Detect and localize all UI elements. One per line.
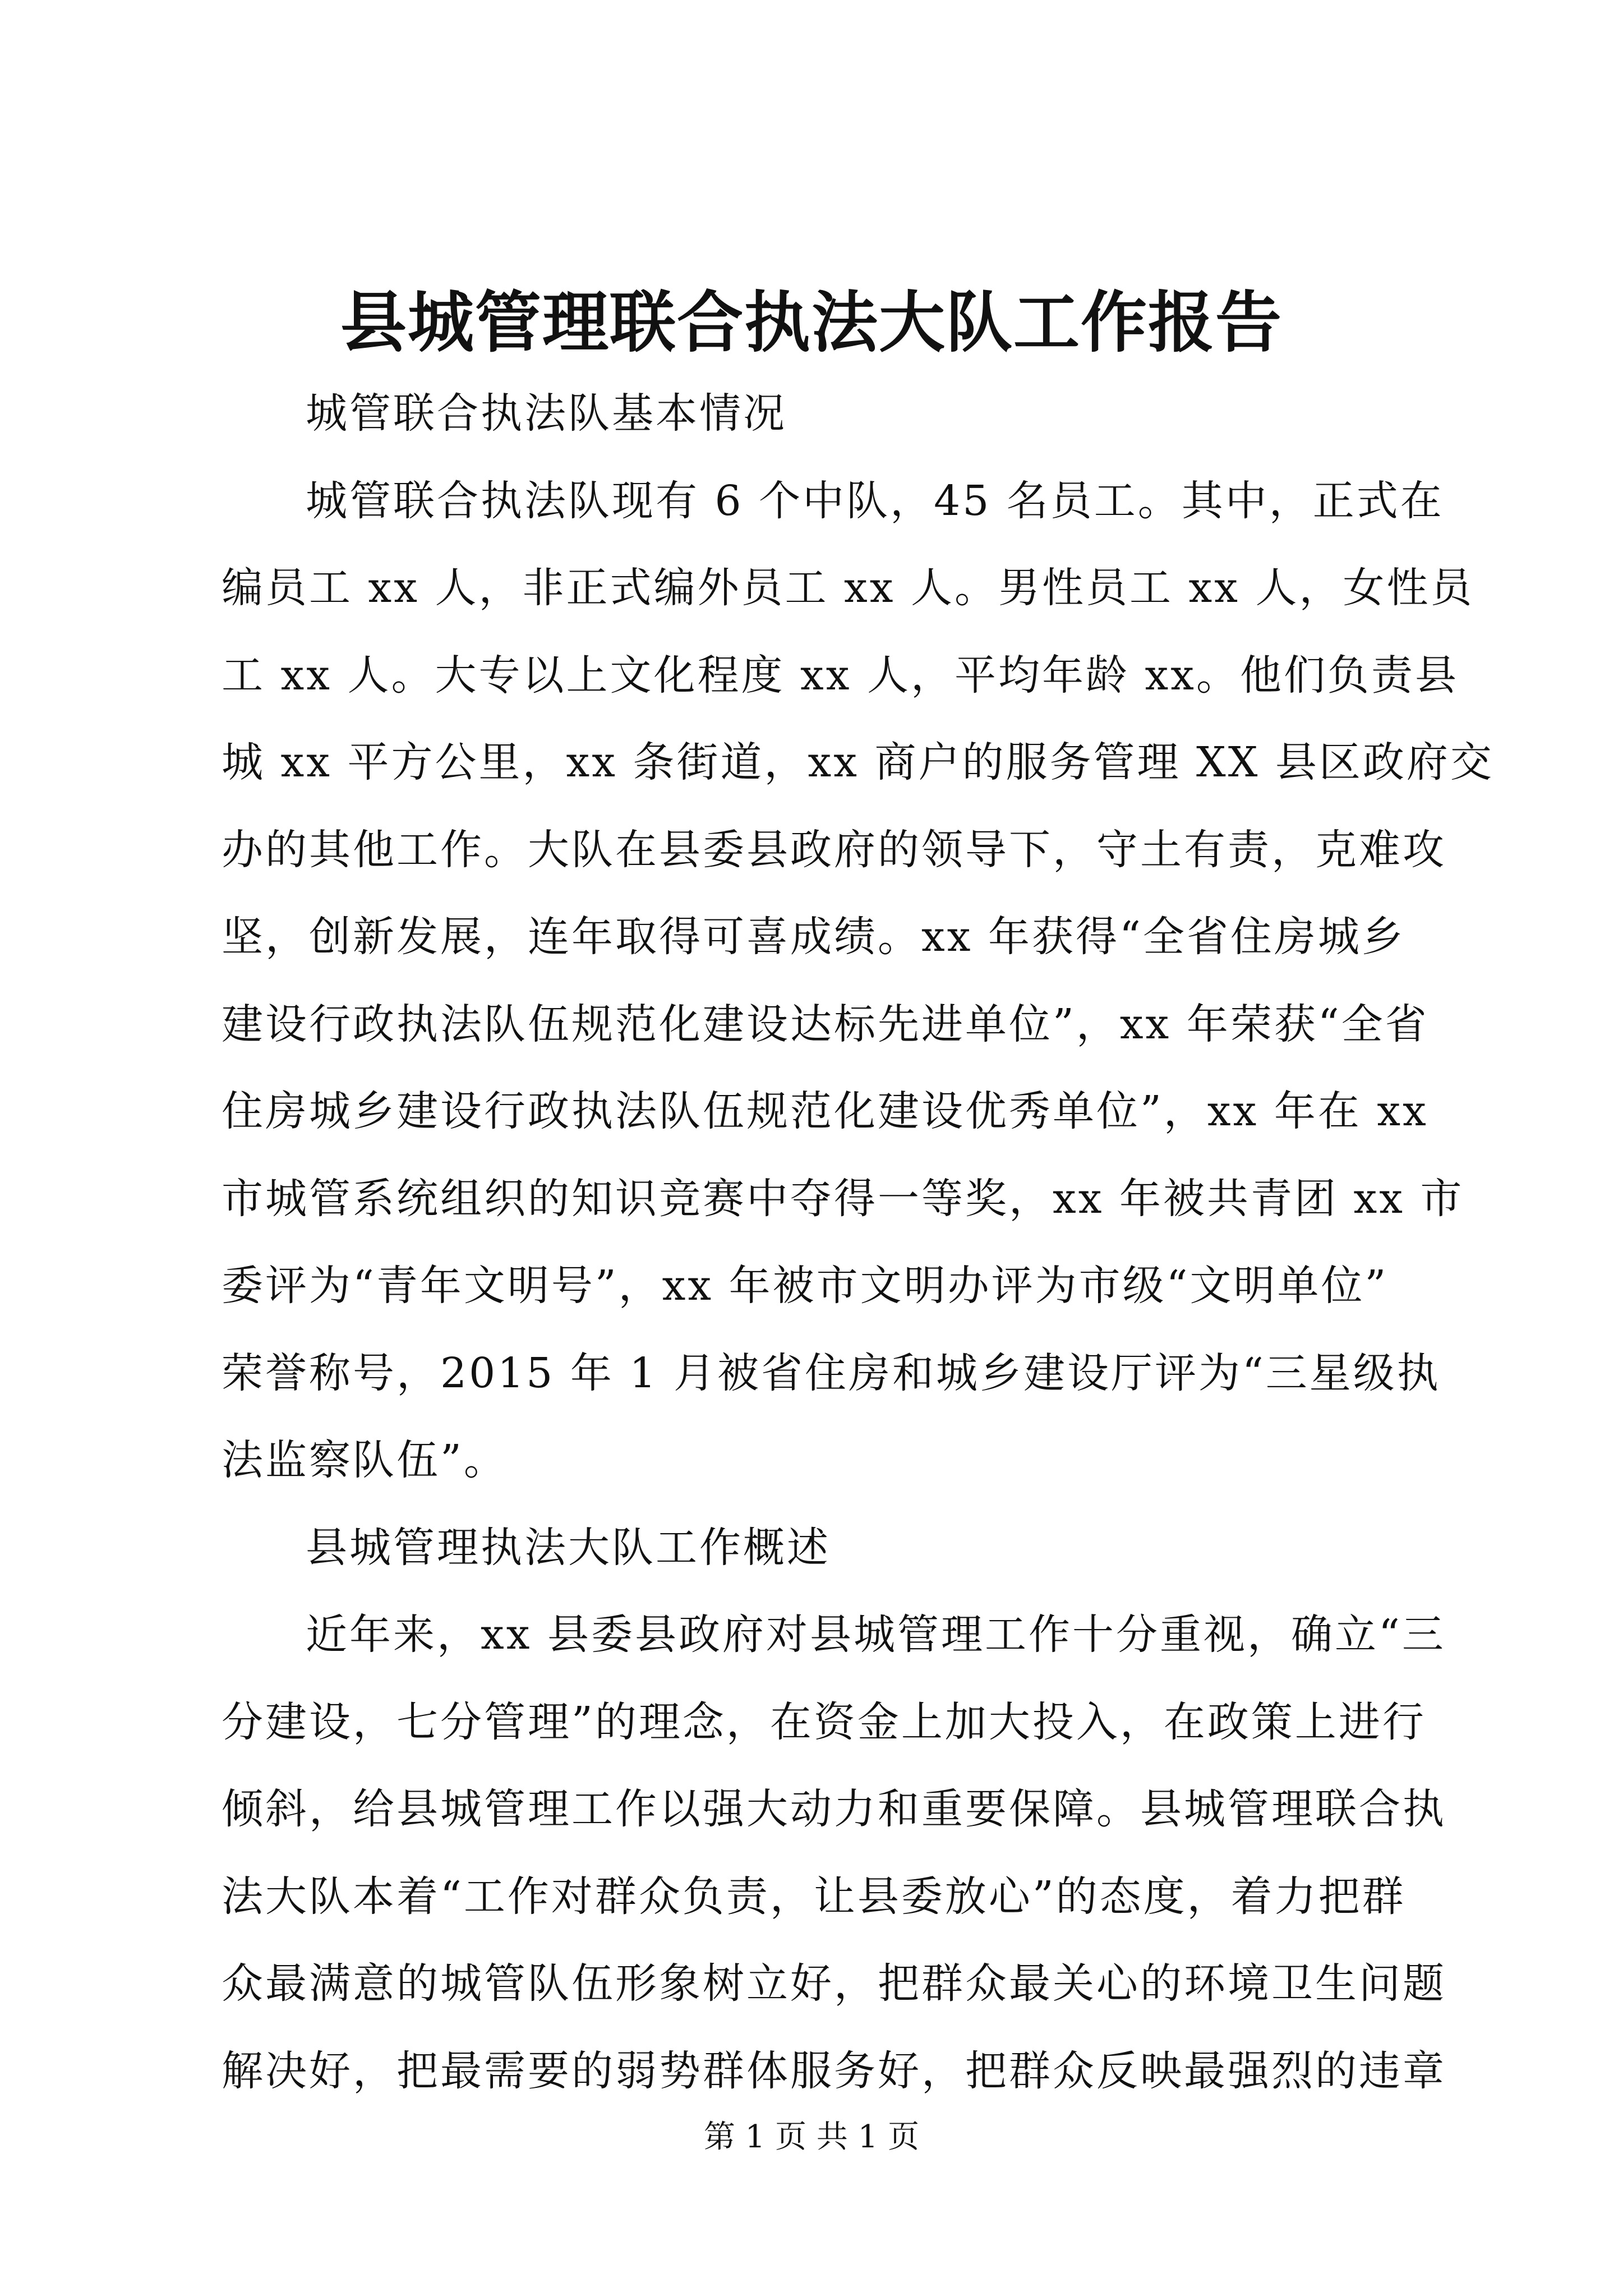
text-line: 委评为“青年文明号”，xx 年被市文明办评为市级“文明单位” bbox=[222, 1262, 1389, 1310]
text-line: 坚，创新发展，连年取得可喜成绩。xx 年获得“全省住房城乡 bbox=[222, 913, 1405, 961]
text-line: 住房城乡建设行政执法队伍规范化建设优秀单位”，xx 年在 xx bbox=[222, 1087, 1428, 1135]
text-line: 法监察队伍”。 bbox=[222, 1436, 508, 1484]
text-line: 城 xx 平方公里，xx 条街道，xx 商户的服务管理 XX 县区政府交 bbox=[222, 738, 1494, 786]
text-line: 荣誉称号，2015 年 1 月被省住房和城乡建设厅评为“三星级执 bbox=[222, 1349, 1441, 1397]
text-line: 解决好，把最需要的弱势群体服务好，把群众反映最强烈的违章 bbox=[222, 2046, 1446, 2095]
page-footer: 第 1 页 共 1 页 bbox=[703, 2119, 920, 2155]
document-title: 县城管理联合执法大队工作报告 bbox=[340, 283, 1283, 361]
text-line: 倾斜，给县城管理工作以强大动力和重要保障。县城管理联合执 bbox=[222, 1785, 1446, 1833]
text-line: 众最满意的城管队伍形象树立好，把群众最关心的环境卫生问题 bbox=[222, 1959, 1446, 2008]
text-line: 办的其他工作。大队在县委县政府的领导下，守土有责，克难攻 bbox=[222, 825, 1446, 874]
text-line: 建设行政执法队伍规范化建设达标先进单位”，xx 年荣获“全省 bbox=[222, 1000, 1429, 1048]
document-body bbox=[222, 370, 1494, 2115]
text-line: 市城管系统组织的知识竞赛中夺得一等奖，xx 年被共青团 xx 市 bbox=[222, 1174, 1464, 1223]
text-line: 近年来，xx 县委县政府对县城管理工作十分重视，确立“三 bbox=[306, 1611, 1446, 1659]
text-line: 编员工 xx 人，非正式编外员工 xx 人。男性员工 xx 人，女性员 bbox=[222, 564, 1474, 612]
text-line: 城管联合执法队现有 6 个中队，45 名员工。其中，正式在 bbox=[306, 476, 1444, 525]
text-line: 工 xx 人。大专以上文化程度 xx 人，平均年龄 xx。他们负责县 bbox=[222, 651, 1459, 700]
text-line: 县城管理执法大队工作概述 bbox=[306, 1523, 831, 1572]
text-line: 法大队本着“工作对群众负责，让县委放心”的态度，着力把群 bbox=[222, 1872, 1406, 1921]
text-line: 城管联合执法队基本情况 bbox=[306, 389, 787, 438]
text-line: 分建设，七分管理”的理念，在资金上加大投入，在政策上进行 bbox=[222, 1697, 1426, 1746]
